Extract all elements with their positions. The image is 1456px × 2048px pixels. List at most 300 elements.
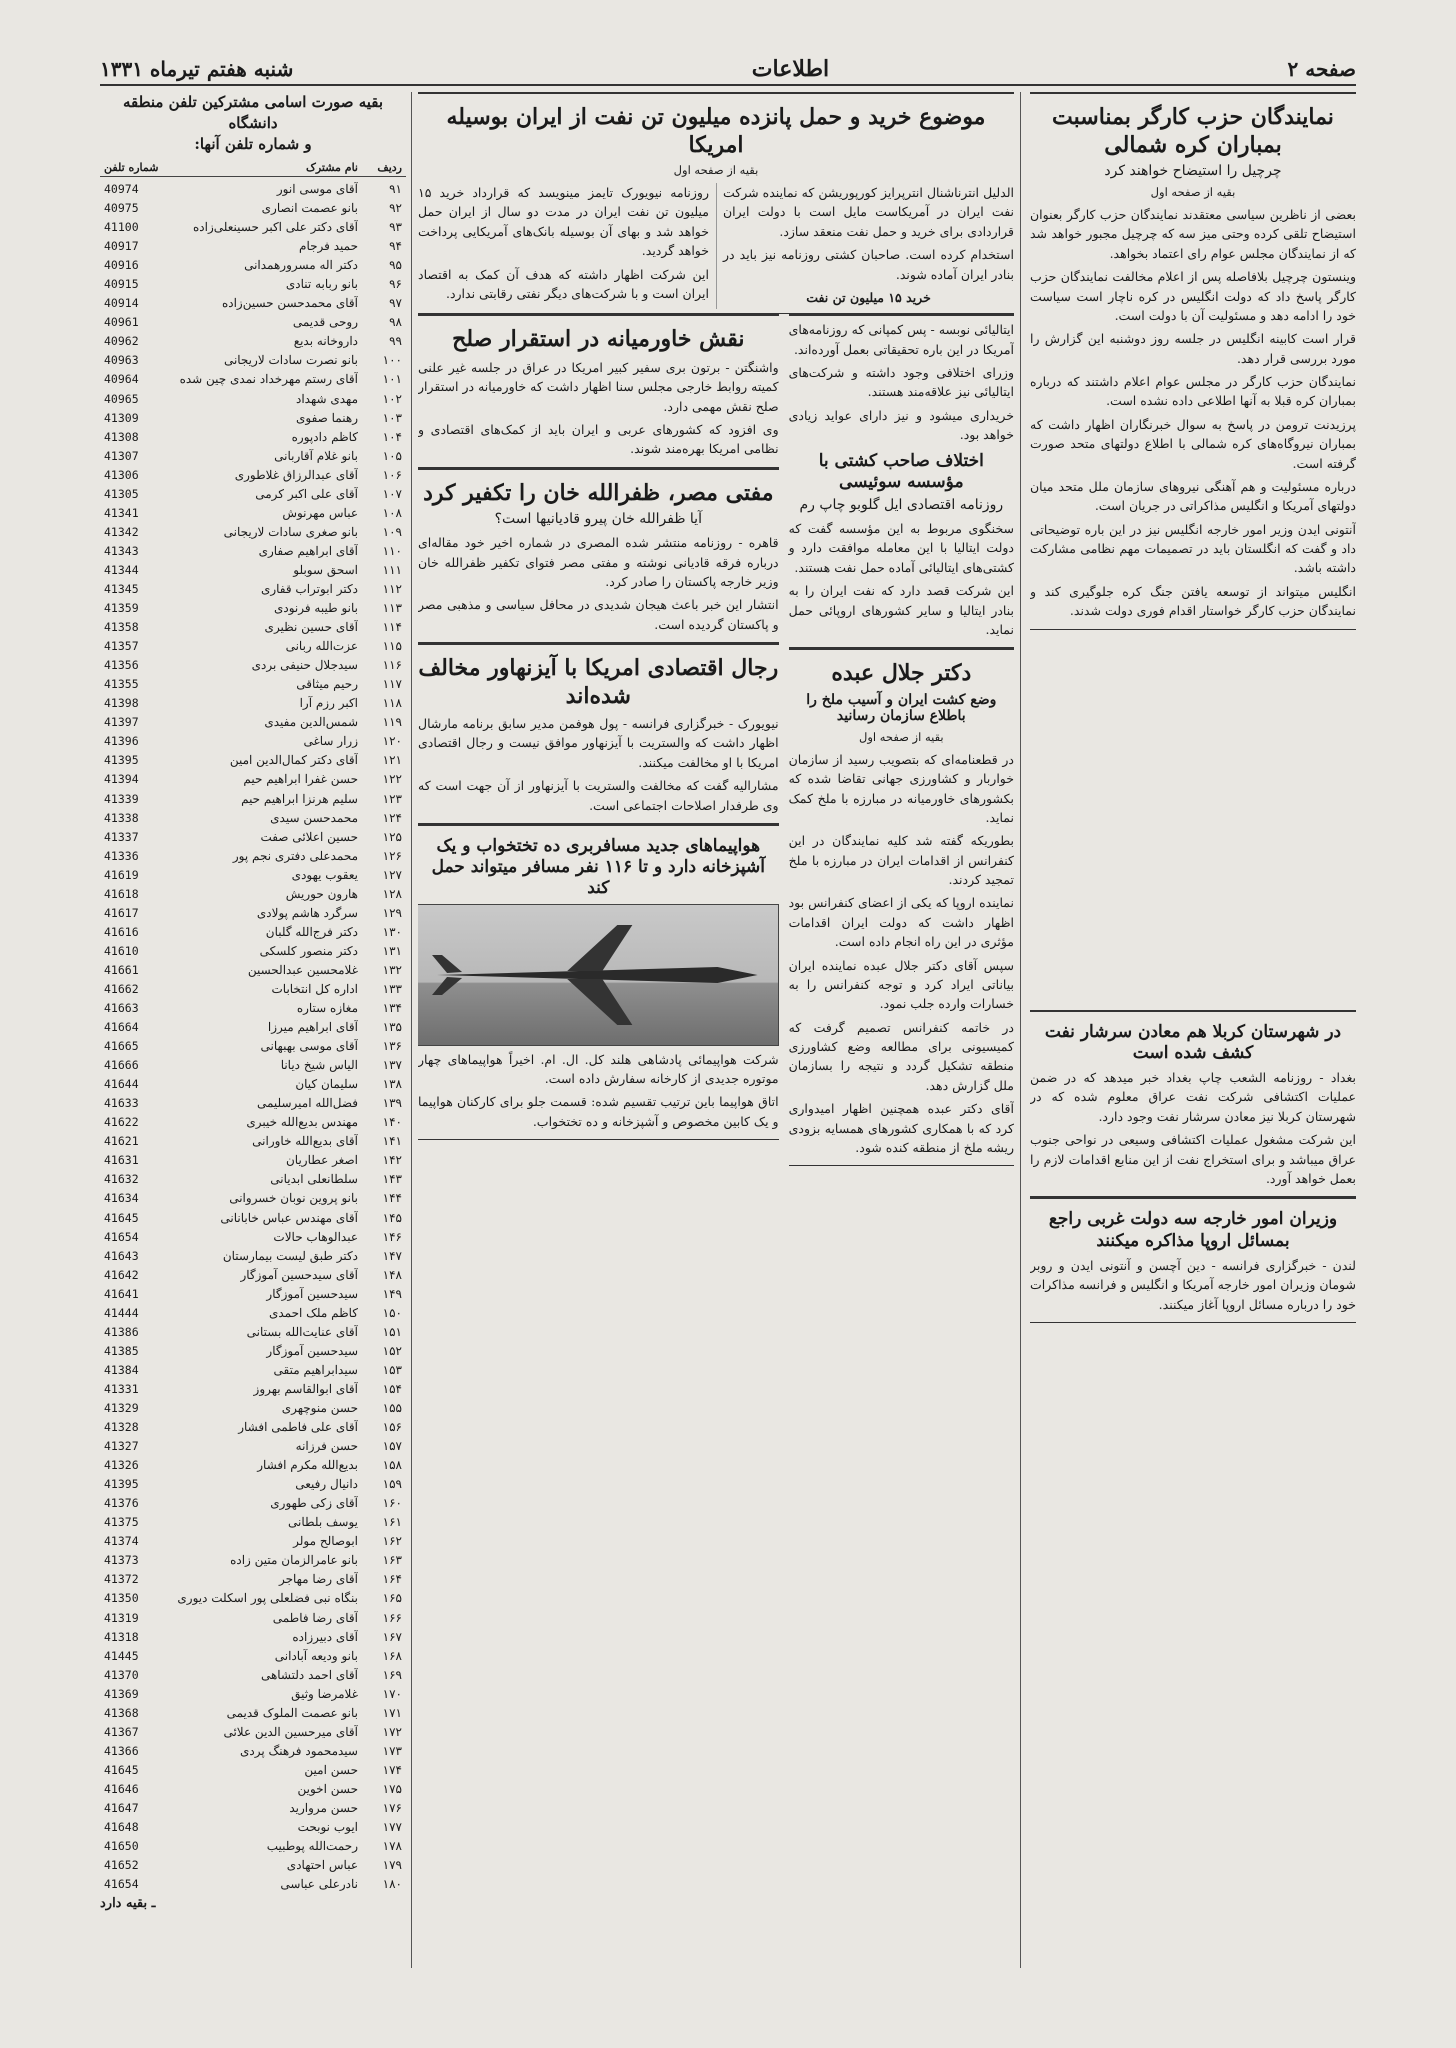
entry-phone: 41359 [104,601,139,616]
entry-phone: 41368 [104,1705,139,1720]
entry-name: عباس مهرنوش [282,505,358,520]
paragraph: قاهره - روزنامه منتشر شده المصری در شماره اخیر خود مقاله‌ای درباره فرقه قادیانی نوشته و مفتی مصر فتوای تکفیر ظفرالله خان وزیر خارجه پاکستان را صادر کرد. [418,535,779,589]
col-row-header: ردیف [377,161,402,174]
directory-entry [100,1570,406,1589]
entry-name: سیدمحمود فرهنگ پردی [239,1743,358,1758]
directory-entry [100,942,406,961]
entry-phone: 41373 [104,1553,139,1568]
headline-aircraft: هواپیماهای جدید مسافربری ده تختخواب و یک آشپزخانه دارد و تا ۱۱۶ نفر مسافر میتواند حمل کند [431,835,765,899]
entry-number: ۱۲۴ [382,810,402,825]
entry-phone: 41336 [104,848,139,863]
article-body [1030,205,1356,621]
entry-name: دانیال رفیعی [295,1477,358,1492]
entry-name: نادرعلی عباسی [280,1877,358,1892]
entry-phone: 41652 [104,1858,139,1873]
directory-entry [100,904,406,923]
entry-phone: 40961 [104,315,139,330]
entry-number: ۱۲۶ [382,848,402,863]
directory-entry [100,1132,406,1151]
entry-number: ۱۲۱ [382,753,402,768]
entry-number: ۱۳۵ [382,1020,402,1035]
directory-entry [100,828,406,847]
article-oil-purchase [418,92,1014,314]
entry-phone: 41643 [104,1248,139,1263]
entry-number: ۱۶۴ [382,1572,402,1587]
directory-entry [100,599,406,618]
paragraph: واشنگتن - برتون بری سفیر کبیر امریکا در عراق در جلسه غیر علنی کمیته روابط خارجی مجلس سنا اظهار داشت که خاورمیانه در استقرار صلح نقش مهمی دارد. [418,359,779,414]
entry-number: ۱۴۵ [382,1210,402,1225]
entry-name: حسین اعلائی صفت [260,829,358,844]
entry-number: ۱۷۷ [382,1820,402,1835]
directory-entry [100,199,406,218]
article-body [789,320,1014,444]
directory-entry [100,294,406,313]
entry-number: ۱۵۷ [382,1439,402,1454]
airplane-photo [418,904,779,1046]
entry-name: داروخانه بدیع [293,334,358,349]
directory-entry [100,751,406,770]
entry-number: ۱۳۸ [382,1077,402,1092]
directory-entry [100,351,406,370]
article-body [418,533,779,634]
headline-middle-east: نقش خاورمیانه در استقرار صلح [452,326,745,353]
column-world-news [418,92,1014,1972]
entry-number: ۱۴۸ [382,1267,402,1282]
directory-entry [100,847,406,866]
directory-entry [100,218,406,237]
entry-name: الیاس شیخ دیانا [280,1058,358,1073]
entry-name: یعقوب یهودی [291,867,358,882]
entry-phone: 41370 [104,1667,139,1682]
subhead-ship-dispute: روزنامه اقتصادی ایل گلوبو چاپ رم [799,497,1004,513]
column-politics [1030,92,1356,1972]
entry-phone: 41610 [104,943,139,958]
directory-entry [100,618,406,637]
entry-phone: 41654 [104,1229,139,1244]
entry-number: ۱۷۱ [382,1705,402,1720]
directory-entry [100,504,406,523]
directory-entry [100,561,406,580]
directory-entry [100,1704,406,1723]
directory-header [100,159,406,177]
entry-number: ۱۷۵ [382,1781,402,1796]
entry-name: آقای ابوالقاسم بهروز [253,1381,358,1396]
paragraph: در قطعنامه‌ای که بتصویب رسید از سازمان خواربار و کشاورزی جهانی تقاضا شده که بکشورهای خاورمیانه در مبارزه با ملخ کمک نماید. [788,751,1014,825]
entry-number: ۹۷ [389,296,402,311]
entry-phone: 41664 [104,1020,139,1035]
directory-entry [100,1475,406,1494]
entry-name: عبدالوهاب حالات [273,1229,358,1244]
entry-phone: 41339 [104,791,139,806]
entry-number: ۱۷۳ [382,1743,402,1758]
entry-number: ۱۵۵ [382,1401,402,1415]
entry-number: ۱۸۰ [382,1877,402,1892]
entry-number: ۱۱۷ [382,677,402,692]
paragraph: این شرکت اظهار داشته که هدف آن کمک به اقتصاد ایران است و با شرکت‌های دیگر نفتی رقابتی ندارد. [418,266,709,301]
column-rule [1020,92,1021,1968]
directory-entry [100,1875,406,1894]
entry-phone: 41397 [104,715,139,730]
entry-number: ۹۸ [389,315,402,330]
entry-number: ۱۶۰ [382,1496,402,1511]
entry-number: ۱۳۳ [382,981,402,996]
entry-number: ۱۰۴ [382,429,402,444]
directory-entry [100,1456,406,1475]
entry-name: شمس‌الدین مفیدی [264,715,358,730]
entry-number: ۱۴۴ [382,1191,402,1206]
directory-entry [100,1361,406,1380]
article-body [418,183,1014,309]
directory-entry [100,1209,406,1228]
entry-phone: 41328 [104,1420,139,1435]
entry-name: دکتر فرج‌الله گلبان [265,924,358,939]
entry-name: سرگرد هاشم پولادی [256,905,358,920]
entry-number: ۱۱۴ [382,620,402,635]
entry-phone: 41372 [104,1572,139,1587]
entry-number: ۱۰۰ [382,353,402,368]
directory-entry [100,1323,406,1342]
entry-name: بانو ربابه تنادی [285,277,358,292]
entry-name: ایوب نوبحت [297,1820,358,1835]
paragraph: استخدام کرده است. صاحبان کشتی روزنامه نیز باید در بنادر ایران آماده شوند. [723,247,1014,282]
paragraph: مشارالیه گفت که مخالفت والستریت با آیزنهاور از آن جهت است که وی طرفدار اصلاحات اجتماعی است. [418,778,779,813]
entry-number: ۱۵۸ [382,1458,402,1473]
entry-name: آقای علی اکبر کرمی [255,486,358,501]
entry-number: ۱۵۲ [382,1343,402,1358]
entry-number: ۹۹ [389,334,402,349]
entry-phone: 41319 [104,1610,139,1625]
directory-entry [100,713,406,732]
directory-entry [100,237,406,256]
entry-number: ۱۳۶ [382,1039,402,1054]
headline-oil-purchase: موضوع خرید و حمل پانزده میلیون تن نفت از ایران بوسیله امریکا [446,104,986,158]
directory-entry [100,1666,406,1685]
paragraph: در خاتمه کنفرانس تصمیم گرفت که کمیسیونی برای مطالعه وضع کشاورزی منطقه تشکیل گردد و نتیجه را بسازمان ملل گزارش دهد. [788,1019,1014,1093]
entry-number: ۱۳۰ [382,924,402,939]
entry-phone: 41661 [104,962,139,977]
entry-phone: 40965 [104,391,139,406]
directory-entry [100,523,406,542]
continued-note: بقیه از صفحه اول [858,729,944,744]
entry-phone: 41617 [104,905,139,920]
entry-name: آقای ابراهیم صفاری [258,543,358,558]
entry-number: ۱۴۱ [382,1134,402,1149]
entry-phone: 41100 [104,220,139,235]
entry-number: ۹۲ [389,201,402,216]
entry-phone: 41634 [104,1191,139,1206]
col-name-header: نام مشترک [306,161,358,174]
entry-number: ۱۵۹ [382,1477,402,1492]
article-body [418,1050,779,1132]
directory-entry [100,1628,406,1647]
entry-name: دکتر منصور کلسکی [259,943,358,958]
paragraph: وی افزود که کشورهای عربی و ایران باید از کمک‌های اقتصادی و نظامی امریکا بهره‌مند شوند. [418,421,779,457]
subhead-korea: چرچیل را استیضاح خواهند کرد [1104,163,1282,179]
directory-entry [100,1685,406,1704]
entry-name: آقای حسین نظیری [264,620,358,635]
directory-entry [100,1513,406,1532]
split-row [418,314,1014,1166]
entry-phone: 41369 [104,1686,139,1701]
entry-phone: 41395 [104,753,139,768]
entry-name: مهندس بدیع‌الله خیبری [246,1115,358,1130]
entry-number: ۱۲۲ [382,772,402,787]
article-foreign-ministers [1030,1197,1356,1323]
paragraph: نمایندگان حزب کارگر در مجلس عوام اعلام داشتند که درباره بمباران کره قبلا به آنها اطلاعی داده نشده است. [1030,374,1356,409]
entry-name: محمدعلی دفتری نجم پور [232,848,358,863]
directory-entry [100,1247,406,1266]
directory-entry [100,1494,406,1513]
entry-name: عزت‌الله ربانی [285,639,358,654]
directory-entry [100,332,406,351]
entry-name: مهدی شهداد [295,391,358,406]
entry-name: غلامرضا وثیق [291,1686,358,1701]
entry-number: ۱۲۰ [382,734,402,749]
entry-phone: 41645 [104,1210,139,1225]
article-body [1030,1256,1356,1314]
entry-number: ۱۷۴ [382,1762,402,1777]
entry-phone: 41308 [104,429,139,444]
entry-name: حسن امین [304,1762,358,1777]
directory-entry [100,1342,406,1361]
entry-name: اکبر رزم آرا [299,696,358,711]
entry-phone: 41374 [104,1534,139,1549]
entry-name: آقای محمدحسن حسین‌زاده [221,296,358,311]
entry-phone: 41386 [104,1324,139,1339]
col-phone-header: شماره تلفن [104,161,159,174]
newspaper-title: اطلاعات [751,56,830,82]
entry-name: بانو نصرت سادات لاریجانی [223,353,358,368]
entry-phone: 41654 [104,1877,139,1892]
entry-phone: 41376 [104,1496,139,1511]
entry-name: دکتر طبق لیست بیمارستان [222,1248,358,1263]
directory-entry [100,1856,406,1875]
directory-entry [100,1609,406,1628]
entry-name: زرار ساغی [303,734,358,749]
directory-entry [100,1170,406,1189]
entry-name: آقای دکتر علی اکبر حسینعلی‌زاده [193,220,358,235]
paragraph: وینستون چرچیل بلافاصله پس از اعلام مخالفت نمایندگان حزب کارگر پاسخ داد که دولت انگلیس در کره ناچار است سیاست خود را ادامه دهد و مسئولیت آن با دولت است. [1030,269,1356,323]
directory-entry [100,409,406,428]
entry-phone: 41663 [104,1001,139,1016]
entry-number: ۱۲۸ [382,886,402,901]
entry-phone: 41331 [104,1381,139,1396]
entry-name: حسن غفرا ابراهیم حیم [243,772,358,787]
headline-mufti: مفتی مصر، ظفرالله خان را تکفیر کرد [423,479,774,506]
entry-name: ابوصالح مولر [293,1534,358,1549]
paragraph: بطوریکه گفته شد کلیه نمایندگان در این کنفرانس از اقدامات ایران در مبارزه با ملخ تمجید کردند. [788,833,1014,887]
entry-name: فضل‌الله امیرسلیمی [256,1096,358,1111]
masthead [100,54,1356,86]
entry-name: محمدحسن سیدی [270,810,358,825]
entry-phone: 41662 [104,981,139,996]
entry-phone: 40914 [104,296,139,311]
paragraph: بغداد - روزنامه الشعب چاپ بغداد خبر میدهد که در ضمن عملیات اکتشافی شرکت نفت عراق معلوم شده که در شهرستان کربلا نیز معادن سرشار نفت وجود دارد. [1030,1070,1356,1124]
article-body [418,714,779,815]
entry-name: سلیم هرنزا ابراهیم حیم [241,791,358,806]
entry-name: سیدحسین آموزگار [266,1343,358,1358]
entry-name: آقای رستم مهرخداد نمدی چین شده [179,372,358,387]
entry-name: مغازه ستاره [296,1001,358,1016]
paragraph: اتاق هواپیما باین ترتیب تقسیم شده: قسمت جلو برای کارکنان هواپیما و یک کابین مخصوص و آشپزخانه و ده تختخواب. [418,1094,779,1129]
entry-name: آقای موسی انور [276,182,358,196]
directory-list [100,180,406,1894]
headline-ship-dispute: اختلاف صاحب کشتی با مؤسسه سوئیسی [818,450,984,492]
entry-name: آقای دکتر کمال‌الدین امین [229,753,358,768]
entry-name: آقای میرحسین الدین علائی [223,1724,358,1739]
paragraph: انتشار این خبر باعث هیجان شدیدی در محافل سیاسی و مذهبی مصر و پاکستان گردیده است. [418,597,779,632]
directory-entry [100,809,406,828]
entry-name: آقای رضا مهاجر [278,1572,358,1587]
paragraph: نیویورک - خبرگزاری فرانسه - پول هوفمن مدیر سابق برنامه مارشال اظهار داشت که والستریت با آیزنهاور موافق نیست و رجال اقتصادی امریکا با او مخالفت میکنند. [418,716,779,770]
directory-title [100,92,406,155]
entry-phone: 41366 [104,1743,139,1758]
directory-entry [100,1266,406,1285]
entry-number: ۱۴۳ [382,1172,402,1187]
entry-number: ۱۳۱ [382,943,402,958]
entry-phone: 41650 [104,1839,139,1854]
directory-entry [100,1418,406,1437]
entry-number: ۱۷۶ [382,1800,402,1815]
directory-entry [100,1837,406,1856]
directory-entry [100,1285,406,1304]
entry-phone: 41641 [104,1286,139,1301]
directory-entry [100,428,406,447]
entry-name: آقای عبدالرزاق غلاطوری [234,467,358,482]
directory-entry [100,1056,406,1075]
entry-phone: 41619 [104,867,139,882]
entry-name: آقای بدیع‌الله خاورانی [252,1134,358,1149]
entry-name: رحیم میثاقی [296,677,358,692]
entry-phone: 41616 [104,924,139,939]
article-aircraft [418,824,779,1140]
entry-phone: 41621 [104,1134,139,1149]
entry-phone: 41318 [104,1629,139,1644]
entry-name: آقای علی فاطمی افشار [238,1420,358,1435]
entry-name: غلامحسین عبدالحسین [247,962,358,977]
entry-number: ۱۲۳ [382,791,402,806]
directory-entry [100,370,406,389]
entry-phone: 41305 [104,486,139,501]
entry-name: آقای موسی بهبهانی [260,1039,358,1054]
entry-name: سیدابراهیم متقی [273,1362,358,1377]
directory-entry [100,732,406,751]
issue-date: شنبه هفتم تیرماه ۱۳۳۱ [100,57,294,81]
directory-entry [100,180,406,199]
entry-number: ۱۰۳ [382,410,402,425]
article-body [789,750,1014,1158]
directory-entry [100,1304,406,1323]
sub-column-left [418,314,779,1166]
directory-entry [100,447,406,466]
entry-name: سیدحسین آموزگار [266,1286,358,1301]
directory-entry [100,866,406,885]
entry-phone: 41307 [104,448,139,463]
entry-phone: 41645 [104,1762,139,1777]
paragraph: درباره مسئولیت و هم آهنگی نیروهای سازمان ملل متحد میان دولتهای آمریکا و انگلیس مذاکراتی در جریان است. [1030,478,1356,514]
paragraph: پرزیدنت ترومن در پاسخ به سوال خبرنگاران اظهار داشت که بمباران نیروگاه‌های کره شمالی با اطلاع دولتهای متحد صورت گرفته است. [1030,416,1356,471]
entry-number: ۱۱۹ [382,715,402,730]
article-jalal-abdoh [789,648,1014,1166]
article-body [1030,1068,1356,1188]
entry-number: ۱۷۲ [382,1724,402,1739]
entry-number: ۱۰۹ [382,524,402,539]
entry-name: عباس احتهادی [286,1858,358,1873]
directory-entry [100,580,406,599]
entry-phone: 41356 [104,658,139,673]
entry-phone: 41358 [104,620,139,635]
entry-number: ۱۶۲ [382,1534,402,1549]
entry-phone: 41329 [104,1401,139,1415]
entry-number: ۱۷۸ [382,1839,402,1854]
entry-number: ۹۴ [389,239,402,254]
entry-phone: 41618 [104,886,139,901]
entry-phone: 41385 [104,1343,139,1358]
directory-entry [100,885,406,904]
entry-phone: 41444 [104,1305,139,1320]
entry-number: ۱۵۰ [382,1305,402,1320]
entry-number: ۱۴۷ [382,1248,402,1263]
article-korea [1030,92,1356,630]
entry-number: ۱۶۵ [382,1591,402,1606]
headline-foreign-ministers: وزیران امور خارجه سه دولت غربی راجع بمسائل اروپا مذاکره میکنند [1048,1209,1338,1251]
entry-name: بانو صغری سادات لاریجانی [223,524,358,539]
directory-entry [100,694,406,713]
directory-entry [100,1532,406,1551]
entry-name: آقای زکی طهوری [270,1496,358,1511]
directory-entry [100,313,406,332]
directory-entry [100,656,406,675]
directory-entry [100,790,406,809]
entry-number: ۱۵۱ [382,1324,402,1339]
entry-phone: 41644 [104,1077,139,1092]
entry-phone: 41632 [104,1172,139,1187]
entry-number: ۹۳ [389,220,402,235]
phone-directory [100,92,406,1972]
entry-number: ۱۱۸ [382,696,402,711]
directory-entry [100,1761,406,1780]
paragraph: لندن - خبرگزاری فرانسه - دین آچسن و آنتونی ایدن و روبر شومان وزیران امور خارجه آمریکا و انگلیس و فرانسه مذاکرات خود را درباره مسائل اروپا آغاز میکنند. [1030,1257,1356,1312]
entry-name: دکتر اله مسرورهمدانی [244,258,358,273]
entry-phone: 41384 [104,1362,139,1377]
directory-entry [100,1399,406,1418]
column-rule [411,92,412,1968]
paragraph: آنتونی ایدن وزیر امور خارجه انگلیس نیز در این باره توضیحاتی داد و گفت که انگلستان باید در تصمیمات مهم نظامی مشارکت داشته باشد. [1030,521,1356,576]
directory-entry [100,485,406,504]
entry-name: اسحق سوبلو [293,562,358,577]
directory-entry [100,1780,406,1799]
article-middle-east [418,314,779,467]
entry-phone: 41337 [104,829,139,844]
entry-name: آقای رضا فاطمی [272,1610,358,1625]
entry-number: ۹۵ [389,258,402,273]
paragraph: قرار است کابینه انگلیس در جلسه روز دوشنبه این گزارش را مورد بررسی قرار دهد. [1030,331,1356,366]
directory-entry [100,1094,406,1113]
entry-number: ۱۰۲ [382,391,402,406]
continued-mark: ـ بقیه دارد [100,1896,156,1912]
entry-name: آقای احمد دلتشاهی [260,1667,358,1682]
paragraph: وزرای اختلافی وجود داشته و شرکت‌های ایتالیائی نیز علاقه‌مند هستند. [788,365,1014,400]
entry-phone: 40964 [104,372,139,387]
entry-number: ۱۳۹ [382,1096,402,1111]
entry-number: ۱۶۶ [382,1610,402,1625]
entry-phone: 41342 [104,524,139,539]
directory-entry [100,1189,406,1208]
entry-name: بانو ودیعه آبادانی [274,1648,358,1663]
entry-phone: 40974 [104,182,139,196]
entry-number: ۱۶۷ [382,1629,402,1644]
paragraph: ایتالیائی نوبسه - پس کمپانی که روزنامه‌های آمریکا در این باره تحقیقاتی بعمل آورده‌اند. [788,322,1014,357]
